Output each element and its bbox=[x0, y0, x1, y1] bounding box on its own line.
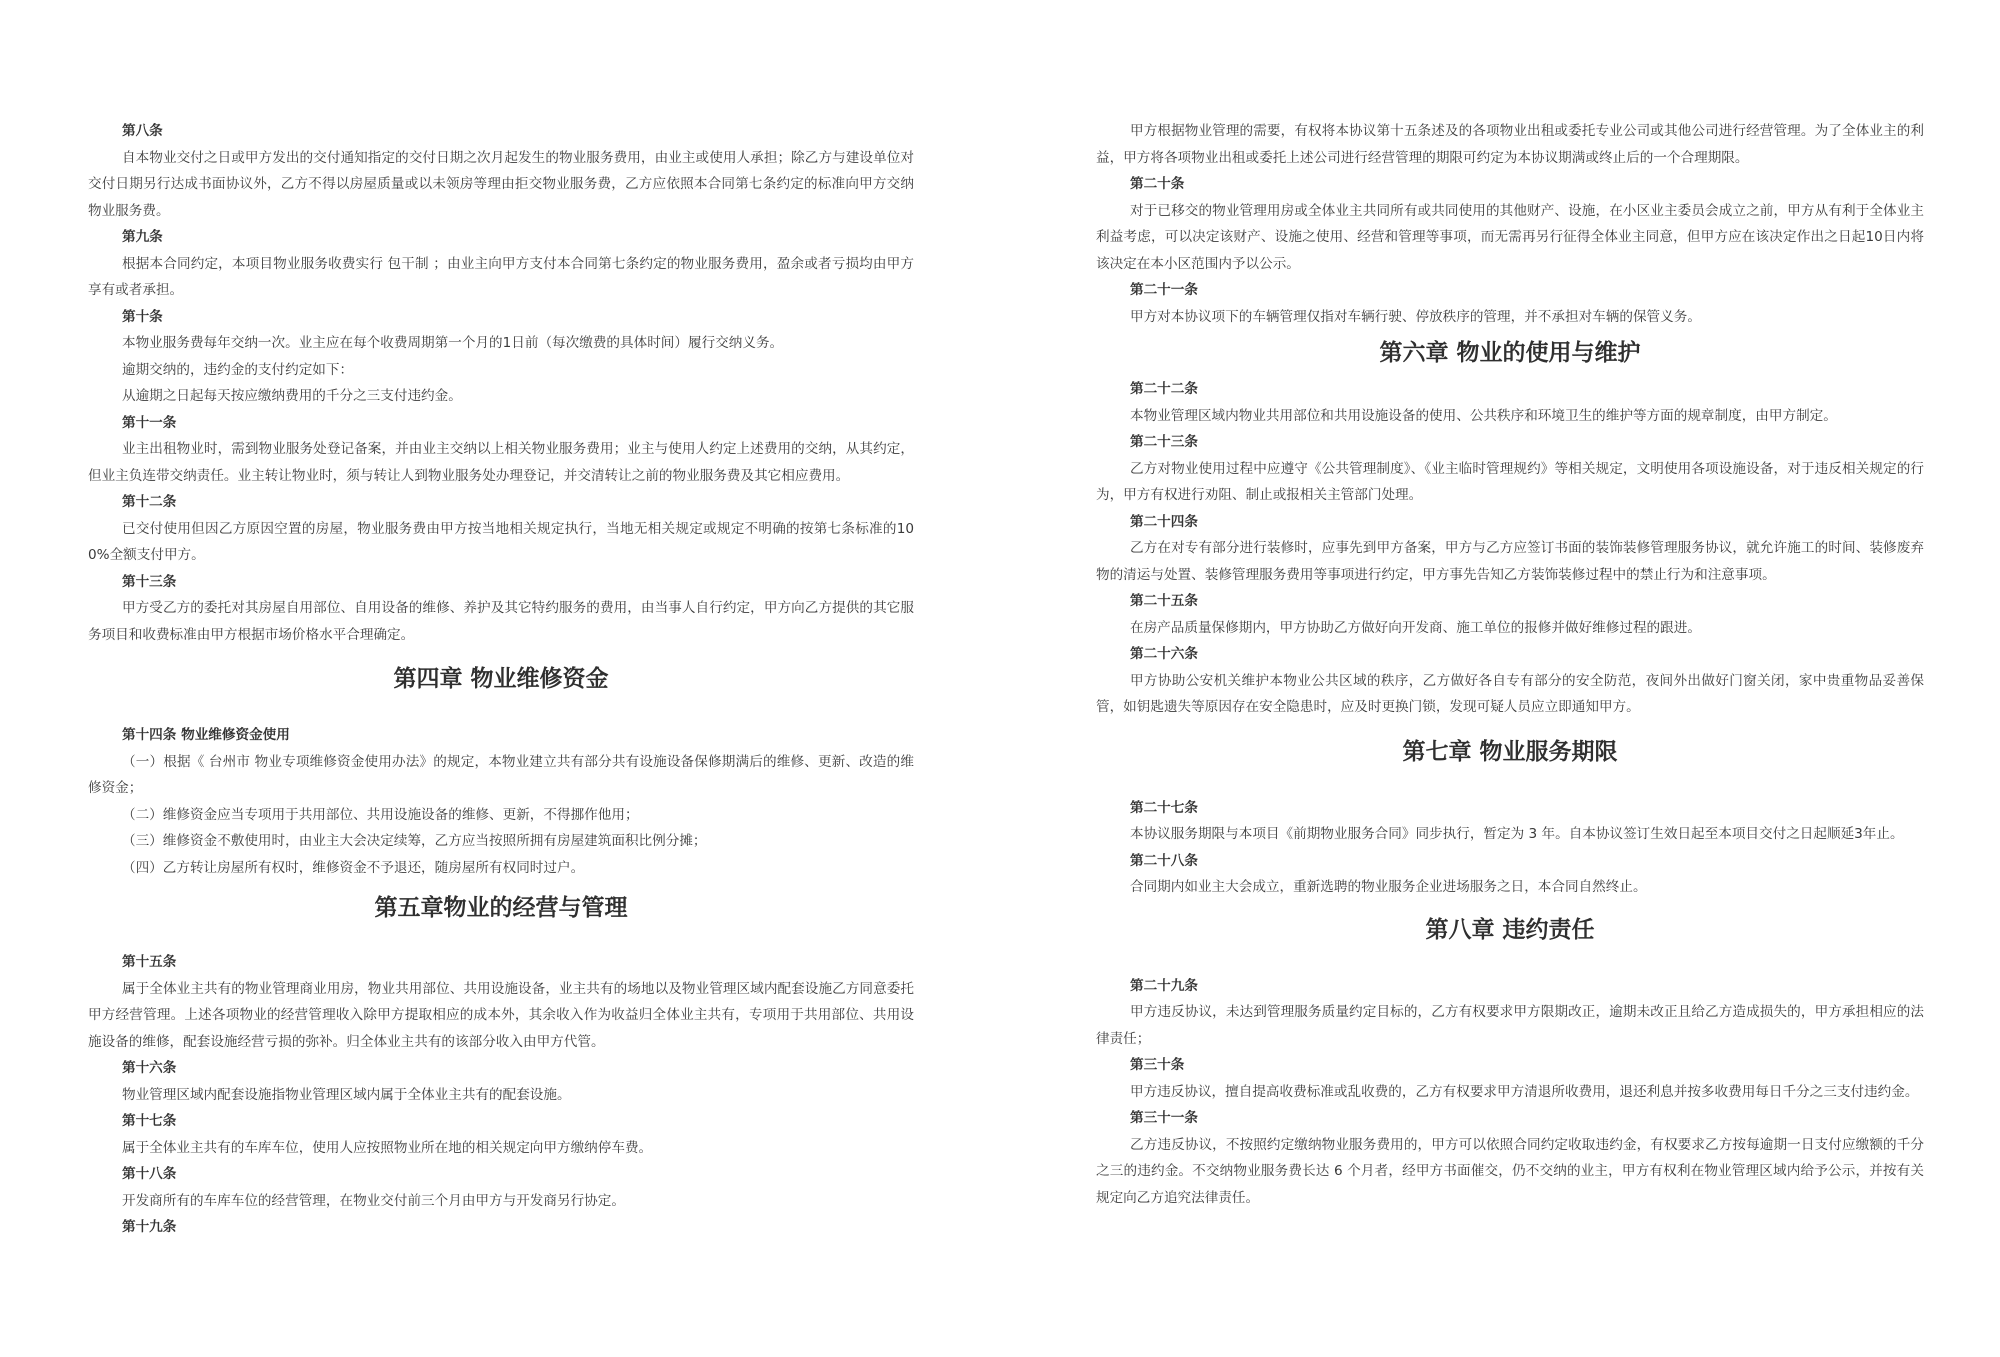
article-23-title: 第二十三条 bbox=[1130, 434, 1198, 450]
article-10-text-3: 从逾期之日起每天按应缴纳费用的千分之三支付违约金。 bbox=[122, 388, 462, 404]
chapter-5-title: 第五章物业的经营与管理 bbox=[374, 895, 628, 921]
article-15-title: 第十五条 bbox=[122, 954, 177, 970]
article-14-item-4: （四）乙方转让房屋所有权时，维修资金不予退还，随房屋所有权同时过户。 bbox=[122, 859, 585, 876]
article-24-title: 第二十四条 bbox=[1130, 513, 1198, 530]
article-25-title: 第二十五条 bbox=[1130, 593, 1198, 609]
article-12-text: 已交付使用但因乙方原因空置的房屋，物业服务费由甲方按当地相关规定执行，当地无相关规定或规定不明确的按第七条标准的100%全额支付甲方。 bbox=[88, 520, 914, 563]
article-12-title: 第十二条 bbox=[122, 494, 177, 510]
article-15-text: 属于全体业主共有的物业管理商业用房，物业共用部位、共用设施设备，业主共有的场地以及物业管理区域内配套设施乙方同意委托甲方经营管理。上述各项物业的经营管理收入除甲方提取相应的成本外，其余收入作为收益归全体业主共有，专项用于共用部位、共用设施设备的维修，配套设施经营亏损的弥补。归全体业主共有的该部分收入由甲方代管。 bbox=[88, 980, 914, 1050]
chapter-7-title: 第七章 物业服务期限 bbox=[1402, 738, 1618, 765]
article-22-text: 本物业管理区域内物业共用部位和共用设施设备的使用、公共秩序和环境卫生的维护等方面的规章制度，由甲方制定。 bbox=[1130, 407, 1837, 424]
article-25-text: 在房产品质量保修期内，甲方协助乙方做好向开发商、施工单位的报修并做好维修过程的跟进。 bbox=[1130, 619, 1701, 636]
article-21-title: 第二十一条 bbox=[1130, 282, 1198, 298]
article-8-title: 第八条 bbox=[122, 123, 163, 139]
article-11-title: 第十一条 bbox=[122, 414, 177, 431]
chapter-6-title: 第六章 物业的使用与维护 bbox=[1379, 340, 1641, 366]
article-9-text: 根据本合同约定，本项目物业服务收费实行 包干制 ；由业主向甲方支付本合同第七条约定的物业服务费用，盈余或者亏损均由甲方享有或者承担。 bbox=[88, 255, 914, 298]
article-16-text: 物业管理区域内配套设施指物业管理区域内属于全体业主共有的配套设施。 bbox=[122, 1086, 571, 1103]
article-22-title: 第二十二条 bbox=[1130, 381, 1198, 397]
article-23-text: 乙方对物业使用过程中应遵守《公共管理制度》、《业主临时管理规约》等相关规定，文明使用各项设施设备，对于违反相关规定的行为，甲方有权进行劝阻、制止或报相关主管部门处理。 bbox=[1096, 460, 1924, 503]
chapter-8-title: 第八章 违约责任 bbox=[1425, 916, 1595, 943]
article-20-title: 第二十条 bbox=[1130, 176, 1185, 192]
article-18-title: 第十八条 bbox=[122, 1166, 177, 1182]
article-14-item-1: （一）根据《 台州市 物业专项维修资金使用办法》的规定，本物业建立共有部分共有设施设备保修期满后的维修、更新、改造的维修资金； bbox=[88, 753, 914, 796]
article-20-text: 对于已移交的物业管理用房或全体业主共同所有或共同使用的其他财产、设施，在小区业主委员会成立之前，甲方从有利于全体业主利益考虑，可以决定该财产、设施之使用、经营和管理等事项，而无需再另行征得全体业主同意，但甲方应在该决定作出之日起10日内将该决定在本小区范围内予以公示。 bbox=[1096, 202, 1924, 272]
article-9-title: 第九条 bbox=[122, 229, 163, 245]
chapter-4-title: 第四章 物业维修资金 bbox=[393, 666, 609, 692]
article-14-item-3: （三）维修资金不敷使用时，由业主大会决定续筹，乙方应当按照所拥有房屋建筑面积比例分摊； bbox=[122, 833, 707, 849]
article-27-text: 本协议服务期限与本项目《前期物业服务合同》同步执行，暂定为 3 年。自本协议签订生效日起至本项目交付之日起顺延3年止。 bbox=[1130, 826, 1904, 842]
article-8-text: 自本物业交付之日或甲方发出的交付通知指定的交付日期之次月起发生的物业服务费用，由业主或使用人承担；除乙方与建设单位对交付日期另行达成书面协议外，乙方不得以房屋质量或以未领房等理由拒交物业服务费，乙方应依照本合同第七条约定的标准向甲方交纳物业服务费。 bbox=[88, 149, 914, 219]
article-18-text: 开发商所有的车库车位的经营管理，在物业交付前三个月由甲方与开发商另行协定。 bbox=[122, 1192, 625, 1209]
article-10-text-2: 逾期交纳的，违约金的支付约定如下： bbox=[122, 361, 354, 378]
left-page bbox=[88, 118, 914, 1241]
article-30-text: 甲方违反协议，擅自提高收费标准或乱收费的，乙方有权要求甲方清退所收费用，退还利息并按多收费用每日千分之三支付违约金。 bbox=[1130, 1083, 1919, 1100]
article-21-text: 甲方对本协议项下的车辆管理仅指对车辆行驶、停放秩序的管理，并不承担对车辆的保管义务。 bbox=[1130, 308, 1701, 325]
article-26-title: 第二十六条 bbox=[1130, 646, 1198, 662]
article-26-text: 甲方协助公安机关维护本物业公共区域的秩序，乙方做好各自专有部分的安全防范，夜间外出做好门窗关闭，家中贵重物品妥善保管，如钥匙遗失等原因存在安全隐患时，应及时更换门锁，发现可疑人员应立即通知甲方。 bbox=[1096, 672, 1924, 715]
article-10-title: 第十条 bbox=[122, 308, 163, 325]
article-16-title: 第十六条 bbox=[122, 1060, 177, 1076]
article-14-item-2: （二）维修资金应当专项用于共用部位、共用设施设备的维修、更新，不得挪作他用； bbox=[122, 806, 639, 823]
article-13-text: 甲方受乙方的委托对其房屋自用部位、自用设备的维修、养护及其它特约服务的费用，由当事人自行约定，甲方向乙方提供的其它服务项目和收费标准由甲方根据市场价格水平合理确定。 bbox=[88, 600, 914, 643]
article-29-text: 甲方违反协议，未达到管理服务质量约定目标的，乙方有权要求甲方限期改正，逾期未改正且给乙方造成损失的，甲方承担相应的法律责任； bbox=[1096, 1004, 1924, 1047]
article-29-title: 第二十九条 bbox=[1130, 977, 1198, 994]
article-14-title: 第十四条 物业维修资金使用 bbox=[122, 727, 290, 743]
article-31-text: 乙方违反协议，不按照约定缴纳物业服务费用的，甲方可以依照合同约定收取违约金，有权要求乙方按每逾期一日支付应缴额的千分之三的违约金。不交纳物业服务费长达 6 个月者，经甲方书面催交，仍不交纳的业主，甲方有权利在物业管理区域内给予公示，并按有关规定向乙方追究法律责任。 bbox=[1096, 1136, 1924, 1206]
article-17-title: 第十七条 bbox=[122, 1113, 177, 1129]
article-19-title: 第十九条 bbox=[122, 1219, 177, 1235]
article-28-text: 合同期内如业主大会成立，重新选聘的物业服务企业进场服务之日，本合同自然终止。 bbox=[1130, 879, 1647, 895]
article-31-title: 第三十一条 bbox=[1130, 1110, 1198, 1126]
article-10-text-1: 本物业服务费每年交纳一次。业主应在每个收费周期第一个月的1日前（每次缴费的具体时间）履行交纳义务。 bbox=[122, 335, 784, 351]
article-24-text: 乙方在对专有部分进行装修时，应事先到甲方备案，甲方与乙方应签订书面的装饰装修管理服务协议，就允许施工的时间、装修废弃物的清运与处置、装修管理服务费用等事项进行约定，甲方事先告知乙方装饰装修过程中的禁止行为和注意事项。 bbox=[1096, 540, 1924, 583]
article-17-text: 属于全体业主共有的车库车位，使用人应按照物业所在地的相关规定向甲方缴纳停车费。 bbox=[122, 1139, 653, 1156]
article-30-title: 第三十条 bbox=[1130, 1057, 1185, 1073]
right-page bbox=[1096, 118, 1924, 1211]
article-11-text: 业主出租物业时，需到物业服务处登记备案，并由业主交纳以上相关物业服务费用；业主与使用人约定上述费用的交纳，从其约定，但业主负连带交纳责任。业主转让物业时，须与转让人到物业服务处办理登记，并交清转让之前的物业服务费及其它相应费用。 bbox=[88, 441, 914, 484]
article-27-title: 第二十七条 bbox=[1130, 799, 1198, 816]
article-28-title: 第二十八条 bbox=[1130, 852, 1198, 869]
article-13-title: 第十三条 bbox=[122, 573, 177, 590]
article-19-text: 甲方根据物业管理的需要，有权将本协议第十五条述及的各项物业出租或委托专业公司或其他公司进行经营管理。为了全体业主的利益，甲方将各项物业出租或委托上述公司进行经营管理的期限可约定为本协议期满或终止后的一个合理期限。 bbox=[1096, 123, 1924, 166]
